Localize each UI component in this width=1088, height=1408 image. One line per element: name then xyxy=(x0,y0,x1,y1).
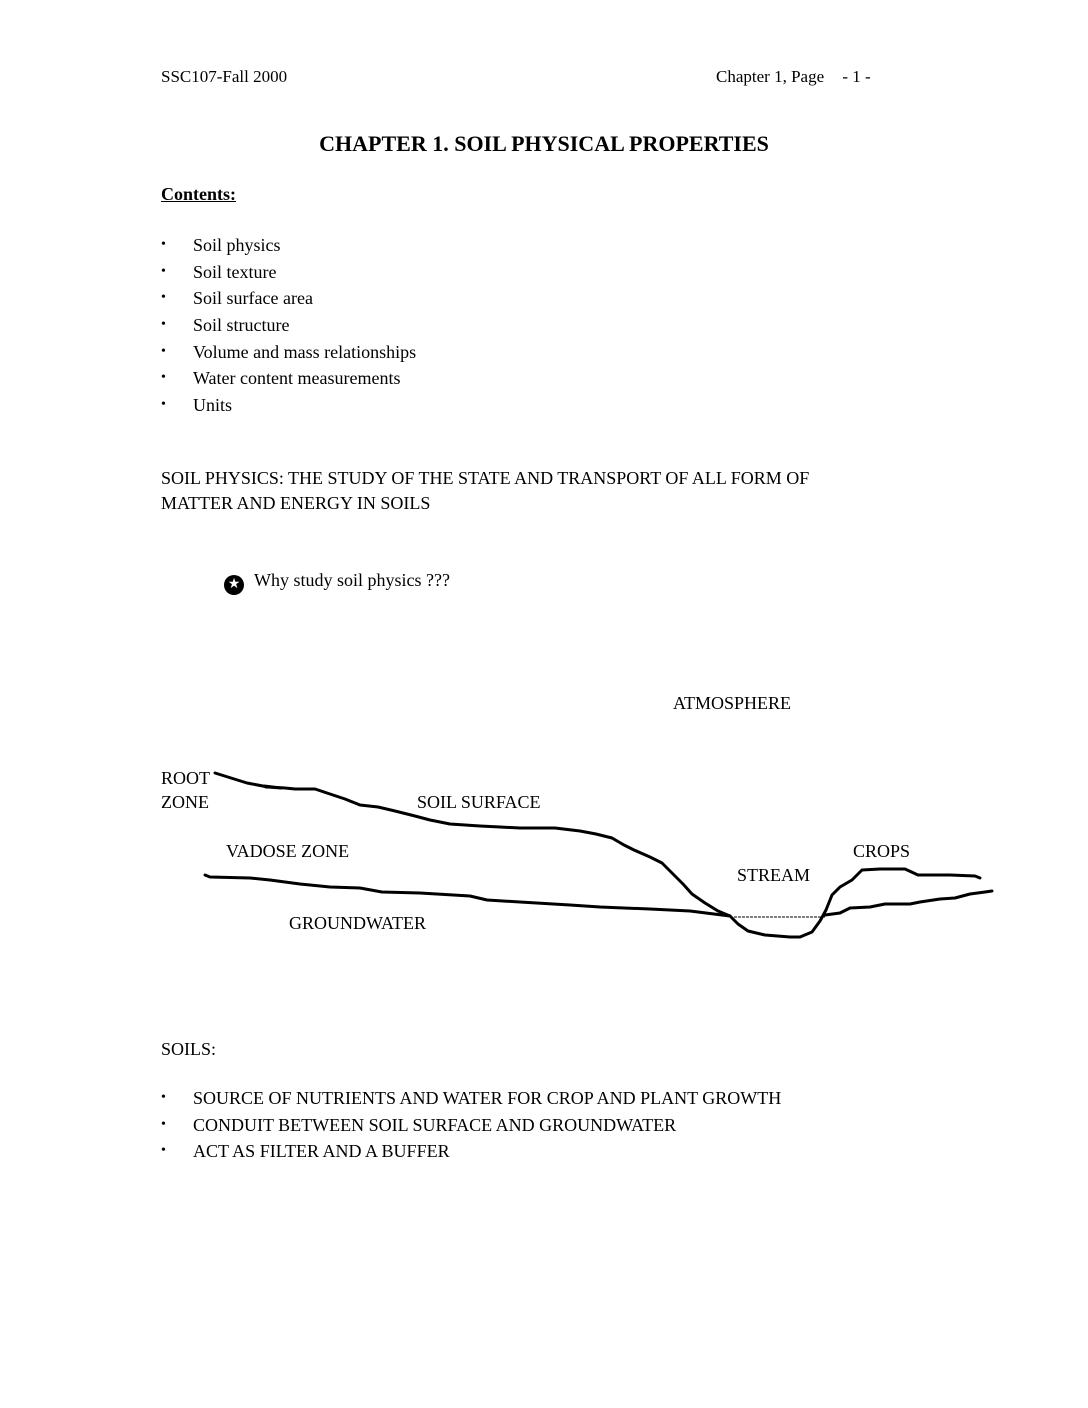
bullet-icon: • xyxy=(161,397,166,413)
contents-heading: Contents: xyxy=(161,184,236,204)
label-vadose-zone: VADOSE ZONE xyxy=(226,841,350,861)
bullet-icon: • xyxy=(161,290,166,306)
star-in-circle-icon: ★ xyxy=(224,575,244,595)
page-number: - 1 - xyxy=(842,67,871,86)
water-table-line-right xyxy=(825,891,992,915)
bullet-icon: • xyxy=(161,370,166,386)
why-study-text: Why study soil physics ??? xyxy=(254,570,450,590)
label-atmosphere: ATMOSPHERE xyxy=(673,693,792,713)
label-stream: STREAM xyxy=(737,865,811,885)
bullet-icon: • xyxy=(161,343,166,359)
bullet-icon: • xyxy=(161,1143,166,1159)
definition-line-2: MATTER AND ENERGY IN SOILS xyxy=(161,493,431,513)
definition-line-1: SOIL PHYSICS: THE STUDY OF THE STATE AND TRANSPORT OF ALL FORM OF xyxy=(161,468,810,488)
label-zone: ZONE xyxy=(161,792,209,812)
label-root: ROOT xyxy=(161,768,210,788)
label-groundwater: GROUNDWATER xyxy=(289,913,426,933)
page-header xyxy=(716,67,871,87)
bullet-icon: • xyxy=(161,263,166,279)
course-header: SSC107-Fall 2000 xyxy=(161,67,288,86)
label-crops: CROPS xyxy=(853,841,911,861)
bullet-icon: • xyxy=(161,1090,166,1105)
bullet-icon: • xyxy=(161,237,166,252)
label-soil-surface: SOIL SURFACE xyxy=(417,792,541,812)
chapter-title: CHAPTER 1. SOIL PHYSICAL PROPERTIES xyxy=(319,131,769,156)
why-study-item xyxy=(224,570,450,595)
water-table-line xyxy=(205,875,730,916)
bullet-icon: • xyxy=(161,317,166,333)
bullet-icon: • xyxy=(161,1116,166,1132)
page-label: Chapter 1, Page xyxy=(716,67,825,86)
soils-heading: SOILS: xyxy=(161,1039,217,1059)
